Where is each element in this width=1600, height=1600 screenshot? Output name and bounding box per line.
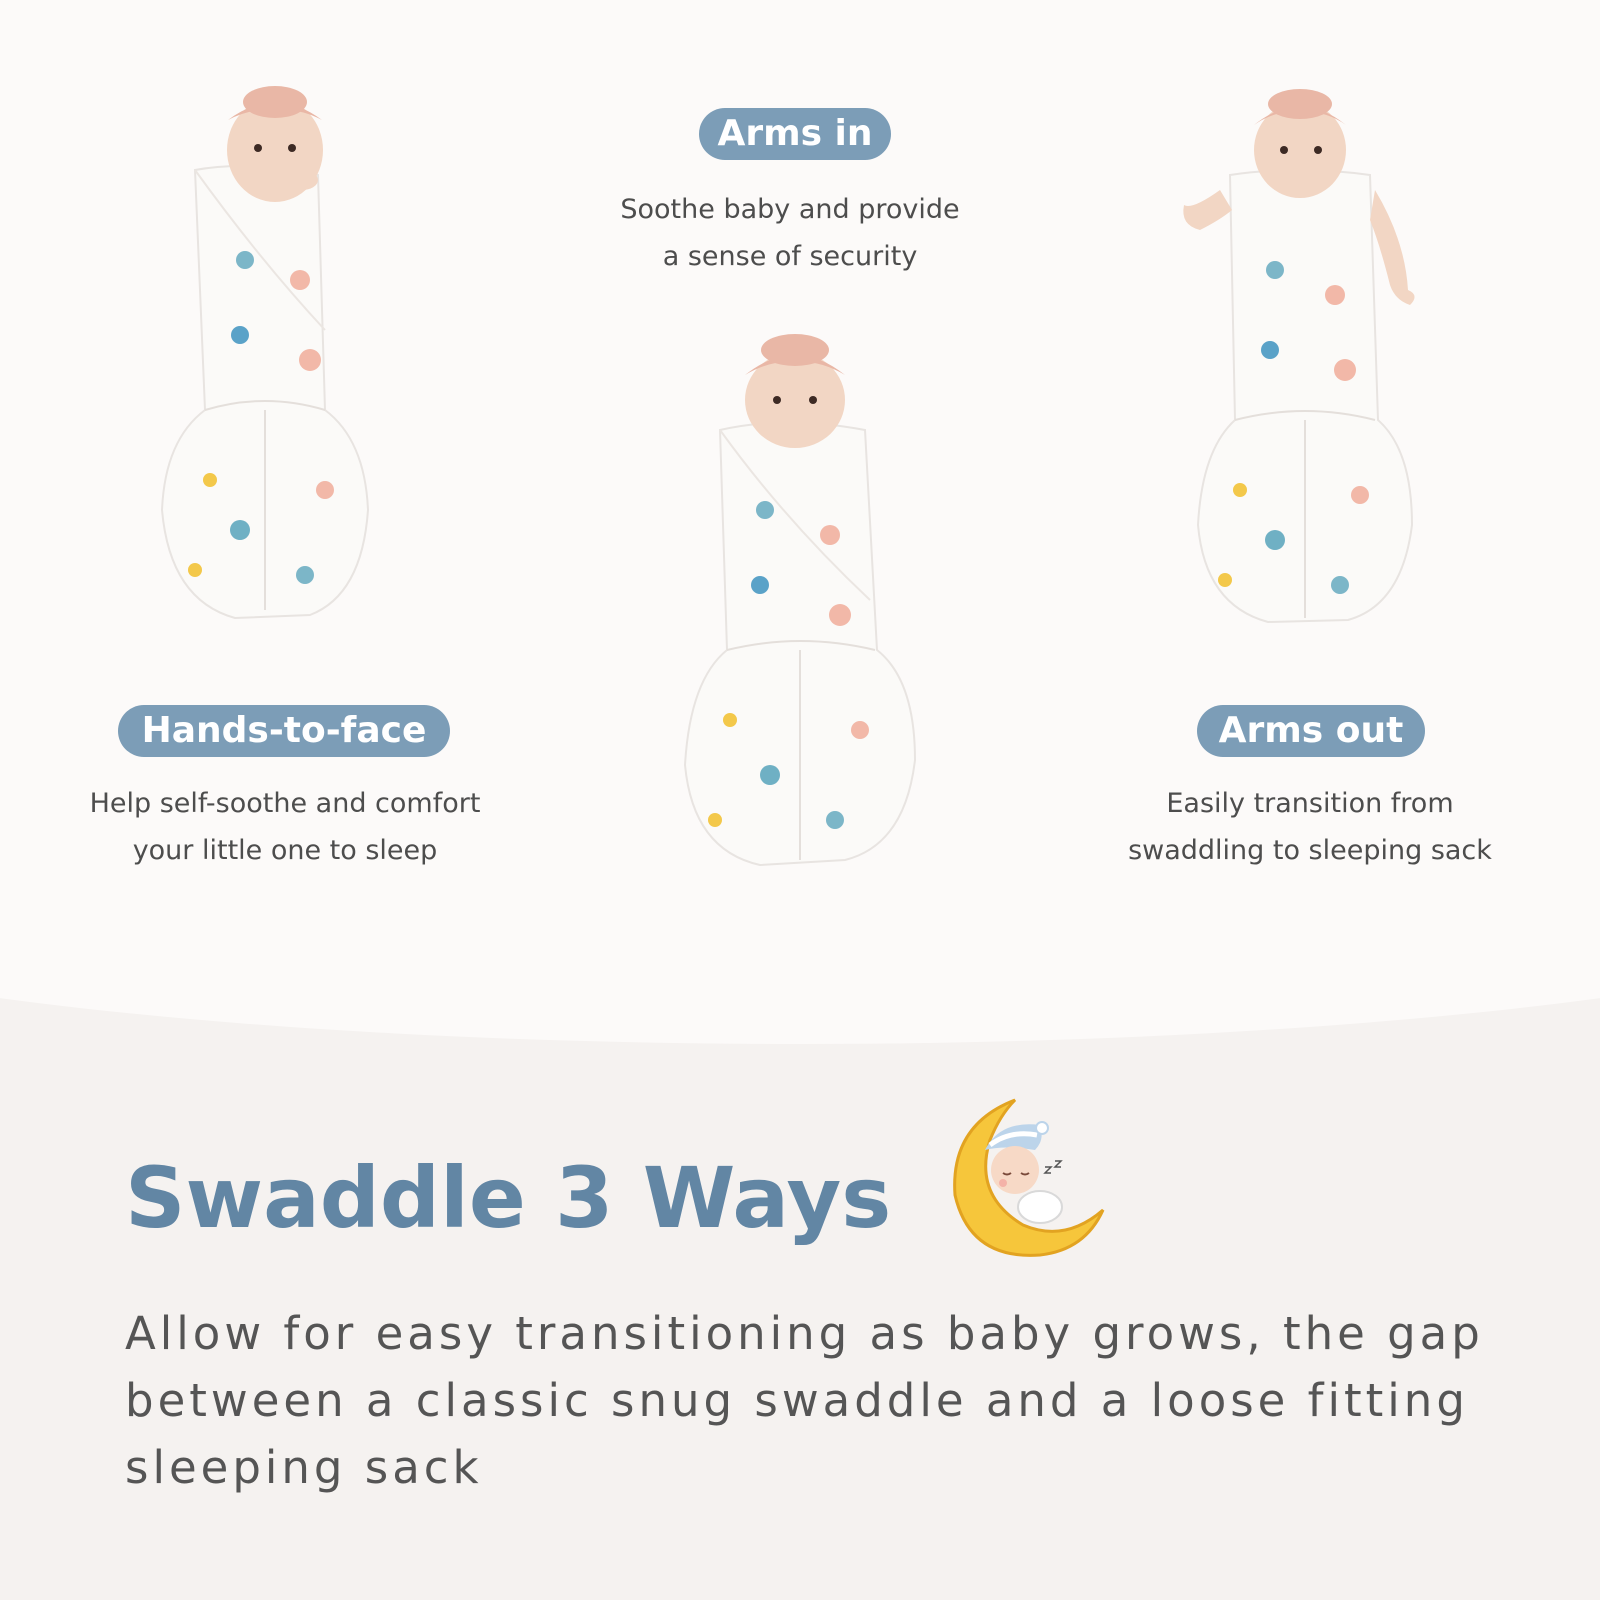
arms-in-description — [580, 186, 1000, 280]
hands-to-face-description-line-1: Help self-soothe and comfort — [89, 788, 481, 819]
hands-to-face-description — [40, 780, 530, 874]
arms-out-description-line-1: Easily transition from — [1166, 788, 1454, 819]
body-copy: Allow for easy transitioning as baby grows, the gap between a classic snug swaddle and a loose fitting sleeping sack — [125, 1307, 1484, 1494]
baby-on-moon-icon — [945, 1095, 1105, 1265]
arms-in-description-line-1: Soothe baby and provide — [620, 194, 960, 225]
arms-in-label: Arms in — [699, 108, 891, 160]
baby-photo-hands-to-face — [150, 80, 410, 630]
arms-out-description-line-2: swaddling to sleeping sack — [1128, 835, 1492, 866]
headline: Swaddle 3 Ways — [125, 1149, 892, 1247]
arms-out-description — [1060, 780, 1560, 874]
arms-in-description-line-2: a sense of security — [662, 241, 918, 272]
baby-photo-arms-out — [1180, 80, 1440, 640]
baby-photo-arms-in — [665, 320, 935, 880]
arms-out-label: Arms out — [1197, 705, 1425, 757]
hands-to-face-label: Hands-to-face — [118, 705, 450, 757]
hands-to-face-description-line-2: your little one to sleep — [132, 835, 438, 866]
